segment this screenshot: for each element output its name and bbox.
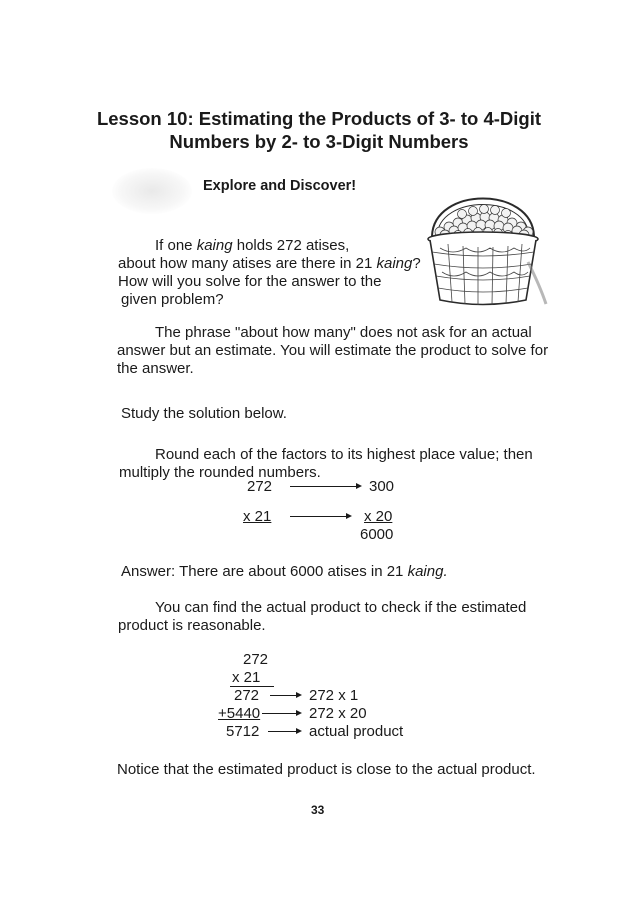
problem-line4: given problem? — [121, 291, 224, 308]
estimate-factor1: 272 — [247, 478, 273, 495]
problem-line1: If one kaing holds 272 atises, — [155, 237, 350, 254]
actual-partial1-note: 272 x 1 — [309, 687, 359, 704]
estimate-rounded1: 300 — [369, 478, 395, 495]
actual-partial2-note: 272 x 20 — [309, 705, 367, 722]
explore-heading: Explore and Discover! — [203, 178, 357, 194]
problem-line2: about how many atises are there in 21 kaing? — [118, 255, 421, 272]
round-line1: Round each of the factors to its highest place value; then — [155, 446, 533, 463]
decorative-smudge — [112, 168, 192, 214]
actual-sum-note: actual product — [309, 723, 404, 740]
page-number: 33 — [311, 803, 325, 817]
check-line1: You can find the actual product to check if the estimated — [155, 599, 527, 616]
actual-top: 272 — [243, 651, 269, 668]
arrow-icon — [270, 695, 300, 696]
lesson-title-line1: Lesson 10: Estimating the Products of 3- to 4-Digit — [96, 108, 542, 129]
estimate-rounded2: x 20 — [364, 508, 393, 525]
basket-icon — [418, 192, 548, 310]
actual-sum: 5712 — [226, 723, 260, 740]
arrow-icon — [268, 731, 300, 732]
arrow-icon — [262, 713, 300, 714]
check-line2: product is reasonable. — [118, 617, 266, 634]
actual-partial1: 272 — [234, 687, 260, 704]
phrase-line1: The phrase "about how many" does not ask for an actual — [155, 324, 532, 341]
problem-line3: How will you solve for the answer to the — [118, 273, 382, 290]
basket-illustration — [418, 192, 548, 310]
phrase-line3: the answer. — [117, 360, 194, 377]
estimate-factor2: x 21 — [243, 508, 272, 525]
round-line2: multiply the rounded numbers. — [119, 464, 321, 481]
lesson-title-line2: Numbers by 2- to 3-Digit Numbers — [169, 131, 469, 152]
study-line: Study the solution below. — [121, 405, 287, 422]
arrow-icon — [290, 516, 350, 517]
notice-line: Notice that the estimated product is close to the actual product. — [117, 761, 536, 778]
actual-multiplier: x 21 — [232, 669, 261, 686]
actual-partial2: +5440 — [218, 705, 261, 722]
phrase-line2: answer but an estimate. You will estimate the product to solve for — [117, 342, 549, 359]
arrow-icon — [290, 486, 360, 487]
estimate-product: 6000 — [360, 526, 394, 543]
answer-line: Answer: There are about 6000 atises in 21 kaing. — [121, 563, 448, 580]
